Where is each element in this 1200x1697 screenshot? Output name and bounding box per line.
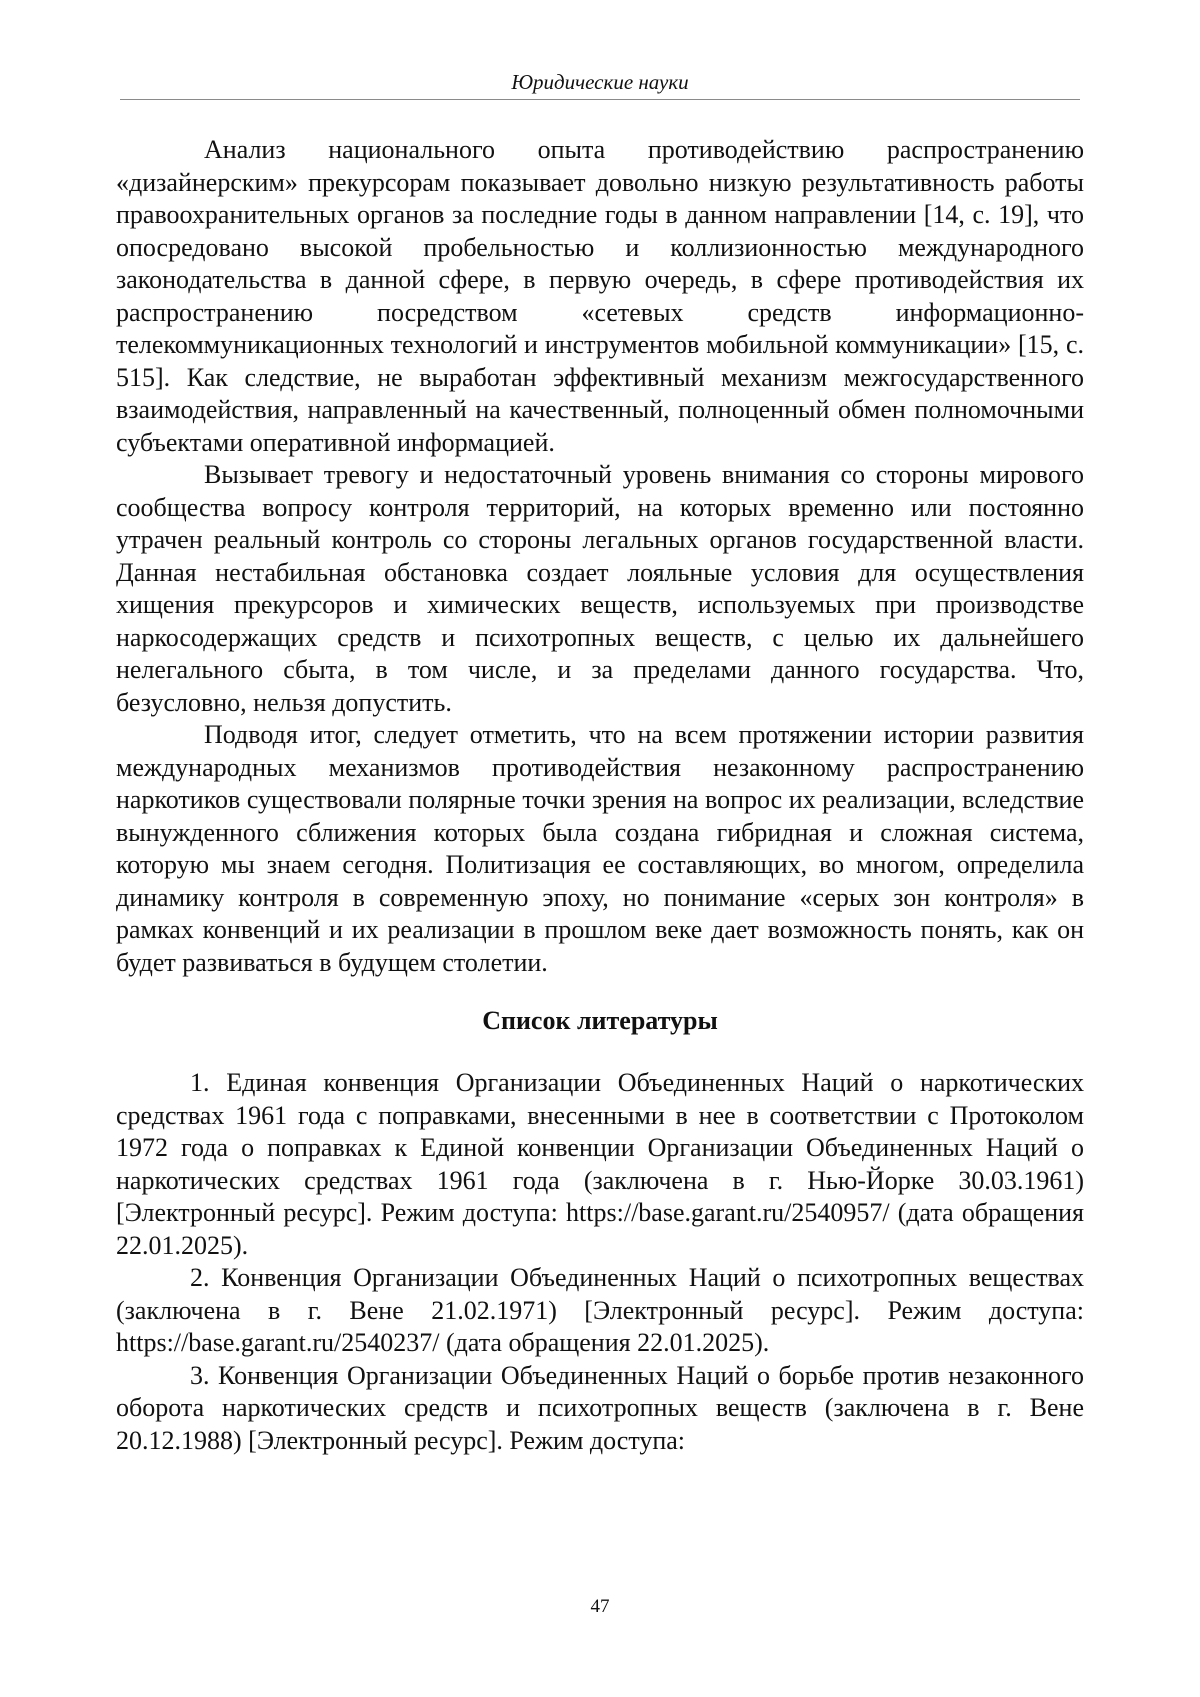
body-paragraph: Вызывает тревогу и недостаточный уровень внимания со стороны мирового сообщества вопросу контроля территорий, на которых временно или постоянно утрачен реальный контроль со стороны легальных органов государственной власти. Данная нестабильная обстановка создает лояльные условия для осуществления хищения прекурсоров и химических веществ, используемых при производстве наркосодержащих средств и психотропных веществ, с целью их дальнейшего нелегального сбыта, в том числе, и за пределами данного государства. Что, безусловно, нельзя допустить. bbox=[116, 460, 1084, 717]
reference-item: 3. Конвенция Организации Объединенных Наций о борьбе против незаконного оборота наркотических средств и психотропных веществ (заключена в г. Вене 20.12.1988) [Электронный ресурс]. Режим доступа: bbox=[116, 1360, 1084, 1455]
reference-item: 1. Единая конвенция Организации Объединенных Наций о наркотических средствах 1961 года с поправками, внесенными в нее в соответствии с Протоколом 1972 года о поправках к Единой конвенции Организации Объединенных Наций о наркотических средствах 1961 года (заключена в г. Нью-Йорке 30.03.1961) [Электронный ресурс]. Режим доступа: https://base.garant.ru/2540957/ (дата обращения 22.01.2025). bbox=[116, 1068, 1084, 1260]
main-content bbox=[116, 134, 1084, 1457]
bibliography-title: Список литературы bbox=[482, 1006, 718, 1035]
reference-list bbox=[116, 1067, 1084, 1457]
running-header: Юридические науки bbox=[511, 70, 689, 94]
page-number: 47 bbox=[590, 1596, 610, 1617]
body-paragraph: Подводя итог, следует отметить, что на всем протяжении истории развития международных механизмов противодействия незаконному распространению наркотиков существовали полярные точки зрения на вопрос их реализации, вследствие вынужденного сближения которых была создана гибридная и сложная система, которую мы знаем сегодня. Политизация ее составляющих, во многом, определила динамику контроля в современную эпоху, но понимание «серых зон контроля» в рамках конвенций и их реализации в прошлом веке дает возможность понять, как он будет развиваться в будущем столетии. bbox=[116, 720, 1084, 977]
header-rule bbox=[120, 99, 1080, 100]
reference-item: 2. Конвенция Организации Объединенных Наций о психотропных веществах (заключена в г. Вене 21.02.1971) [Электронный ресурс]. Режим доступа: https://base.garant.ru/2540237/ (дата обращения 22.01.2025). bbox=[116, 1263, 1084, 1357]
body-paragraph: Анализ национального опыта противодействию распространению «дизайнерским» прекурсорам показывает довольно низкую результативность работы правоохранительных органов за последние годы в данном направлении [14, с. 19], что опосредовано высокой пробельностью и коллизионностью международного законодательства в данной сфере, в первую очередь, в сфере противодействия их распространению посредством «сетевых средств информационно-телекоммуникационных технологий и инструментов мобильной коммуникации» [15, с. 515]. Как следствие, не выработан эффективный механизм межгосударственного взаимодействия, направленный на качественный, полноценный обмен полномочными субъектами оперативной информацией. bbox=[116, 135, 1084, 457]
